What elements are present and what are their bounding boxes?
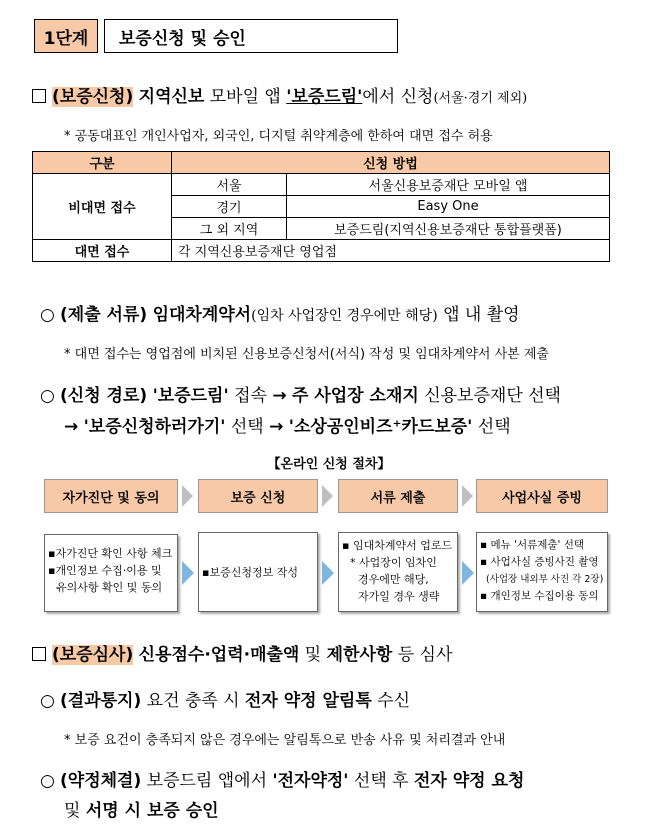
text: 모바일 앱 — [209, 87, 281, 107]
text: '소상공인비즈⁺카드보증' — [288, 417, 473, 437]
flow-step-body — [198, 532, 318, 612]
flow-step-head: 자가진단 및 동의 — [44, 479, 178, 513]
table-header: 신청 방법 — [172, 152, 610, 174]
docs-note: * 대면 접수는 영업점에 비치된 신용보증신청서(서식) 작성 및 임대차계약서 사본 제출 — [64, 347, 549, 362]
section-tag: (보증심사) — [52, 645, 134, 665]
text: 접속 — [234, 386, 267, 406]
text: 보증드림 앱에서 — [146, 771, 267, 791]
flow-line: * 사업장이 임차인 — [350, 556, 437, 569]
text: '전자약정' — [272, 771, 349, 791]
text: 주 사업장 소재지 — [292, 386, 419, 406]
text: 신용점수·업력·매출액 — [138, 645, 300, 665]
table-cell: 보증드림(지역신용보증재단 통합플랫폼) — [287, 218, 610, 240]
flow-line: 유의사항 확인 및 동의 — [56, 581, 163, 594]
text: '보증드림' — [152, 386, 229, 406]
text: 수신 — [377, 691, 411, 711]
text: 전자 약정 알림톡 — [244, 691, 372, 711]
tag: (신청 경로) — [60, 386, 148, 406]
tag: (결과통지) — [60, 691, 142, 711]
text: 제한사항 — [326, 645, 393, 665]
flow-step-head: 보증 신청 — [198, 479, 318, 513]
text: 선택 후 — [353, 771, 409, 791]
table-cell: 각 지역신용보증재단 영업점 — [172, 240, 610, 262]
tag: (약정체결) — [60, 771, 142, 791]
text: (서울·경기 제외) — [433, 91, 528, 106]
bullet: ○ — [40, 691, 55, 711]
text: 에서 신청 — [362, 87, 434, 107]
result-note: * 보증 요건이 충족되지 않은 경우에는 알림톡으로 반송 사유 및 처리결과 안내 — [64, 733, 506, 748]
table-cell: 서울신용보증재단 모바일 앱 — [287, 174, 610, 196]
contract-line-2 — [64, 800, 219, 822]
flow-step-body — [44, 534, 178, 612]
text: '보증신청하러가기' — [83, 417, 226, 437]
flow-line: 자가일 경우 생략 — [358, 590, 440, 603]
tag: (제출 서류) — [60, 305, 148, 325]
section-review — [32, 644, 452, 666]
text: 요건 충족 시 — [146, 691, 240, 711]
arrow-right-icon — [322, 485, 333, 507]
face-label: 대면 접수 — [33, 240, 172, 262]
bullet: ○ — [40, 386, 55, 406]
app-name: '보증드림' — [286, 87, 363, 107]
checkbox-square-icon — [32, 89, 46, 103]
text: 앱 내 촬영 — [443, 305, 520, 325]
method-table — [32, 151, 610, 262]
route-line-1 — [40, 385, 561, 407]
flow-line: (사업장 내외부 사진 각 2장) — [486, 574, 604, 585]
arrow-right-icon — [322, 561, 334, 585]
table-cell: 그 외 지역 — [172, 218, 287, 240]
flow-line: ▪ 사업사실 증빙사진 촬영 — [480, 556, 599, 568]
text: 지역신보 — [138, 87, 205, 107]
text: 및 — [304, 645, 322, 665]
text: (임차 사업장인 경우에만 해당) — [251, 308, 438, 324]
text: 임대차계약서 — [152, 305, 252, 325]
flow-line: ▪자가진단 확인 사항 체크 — [48, 547, 173, 560]
arrow-icon: → — [269, 417, 284, 437]
flow-line: ▪ 메뉴 '서류제출' 선택 — [480, 539, 585, 551]
flow-step-body — [476, 532, 608, 612]
section-note: * 공동대표인 개인사업자, 외국인, 디지털 취약계층에 한하여 대면 접수 허용 — [64, 129, 493, 144]
arrow-icon: → — [272, 386, 287, 406]
flow-line: ▪ 임대차계약서 업로드 — [342, 539, 453, 552]
flow-step-body — [338, 532, 458, 612]
text: 신용보증재단 선택 — [424, 386, 561, 406]
flow-step-head: 서류 제출 — [338, 479, 458, 513]
flow-line: ▪보증신청정보 작성 — [202, 565, 298, 579]
checkbox-square-icon — [32, 647, 46, 661]
arrow-right-icon — [462, 561, 474, 585]
text: 서명 시 보증 승인 — [85, 801, 219, 821]
arrow-right-icon — [182, 485, 193, 507]
step-title: 보증신청 및 승인 — [104, 19, 398, 53]
flow-title: 【온라인 신청 절차】 — [267, 457, 391, 472]
arrow-right-icon — [182, 561, 194, 585]
step-badge: 1단계 — [34, 19, 98, 53]
bullet: ○ — [40, 771, 55, 791]
text: 및 — [64, 801, 81, 821]
section-apply — [32, 86, 527, 110]
flow-line: ▪ 개인정보 수집이용 동의 — [480, 590, 599, 602]
flow-line: ▪개인정보 수집·이용 및 — [48, 564, 162, 577]
bullet: ○ — [40, 305, 55, 325]
arrow-right-icon — [462, 485, 473, 507]
arrow-icon: → — [64, 417, 79, 437]
text: 등 심사 — [397, 645, 453, 665]
contract-line-1 — [40, 770, 524, 792]
section-tag: (보증신청) — [52, 87, 134, 107]
route-line-2 — [64, 416, 511, 438]
text: 선택 — [230, 417, 264, 437]
nonface-label: 비대면 접수 — [33, 174, 172, 240]
table-header: 구분 — [33, 152, 172, 174]
flow-line: 경우에만 해당, — [358, 573, 429, 586]
text: 전자 약정 요청 — [414, 771, 525, 791]
flow-step-head: 사업사실 증빙 — [476, 479, 608, 513]
table-cell: 서울 — [172, 174, 287, 196]
result-line — [40, 690, 410, 712]
table-cell: Easy One — [287, 196, 610, 218]
text: 선택 — [477, 417, 511, 437]
docs-line — [40, 304, 520, 327]
table-cell: 경기 — [172, 196, 287, 218]
